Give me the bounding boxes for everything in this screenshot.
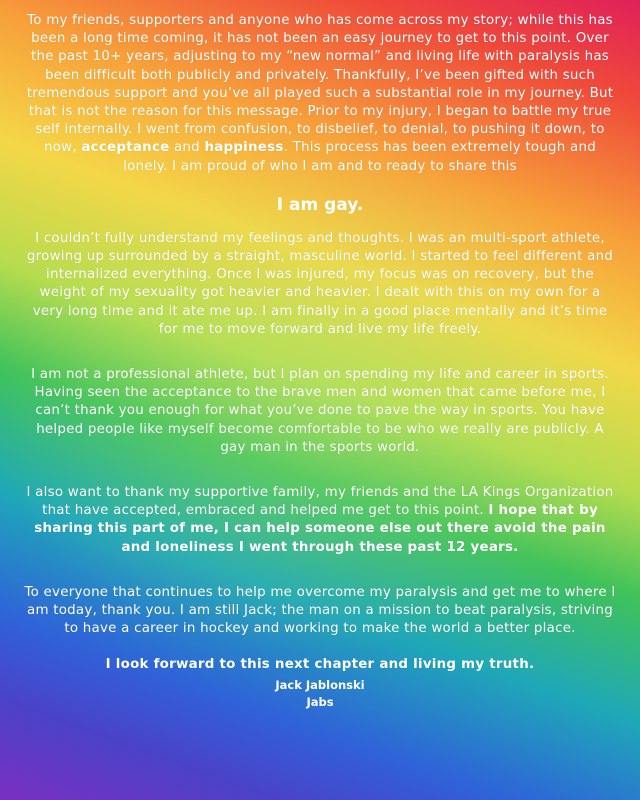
closing-line: I look forward to this next chapter and living my truth.	[105, 657, 535, 673]
paragraph-opening	[22, 12, 618, 176]
paragraph-feelings: I couldn’t fully understand my feelings and thoughts. I was an multi-sport athlete, growing up surrounded by a straight, masculine world. I started to feel different and internalized everything. Once I was injured, my focus was on recovery, but the weight of my sexuality got heavier and heavier. I dealt with this on my own for a very long time and it ate me up. I am finally in a good place mentally and it’s time for me to move forward and live my life freely.	[26, 230, 614, 337]
word-happiness: happiness	[204, 140, 284, 156]
opening-text-end: . This process has been extremely tough and lonely. I am proud of who I am and to ready to share this	[123, 140, 596, 174]
paragraph-sports: I am not a professional athlete, but I plan on spending my life and career in sports. Having seen the acceptance to the brave men and women that came before me, I can’t thank you enough for what you’ve done to pave the way in sports. You have helped people like myself become comfortable to be who we really are publicly. A gay man in the sports world.	[31, 367, 609, 455]
opening-text: To my friends, supporters and anyone who has come across my story; while this has been a long time coming, it has not been an easy journey to get to this point. Over the past 10+ years, adjusting to my “new normal” and living life with paralysis has been difficult both publicly and privately. Thankfully, I’ve been gifted with such tremendous support and you’ve all played such a substantial role in my journey. But that is not the reason for this message. Prior to my injury, I began to battle my true self internally. I went from confusion, to disbelief, to denial, to pushing it down, to now,	[26, 13, 614, 156]
word-acceptance: acceptance	[81, 140, 170, 156]
signature-name: Jack Jablonski	[275, 677, 365, 692]
thanks-bold-text: I hope that by sharing this part of me, I can help someone else out there avoid the pain and loneliness I went through these past 12 years.	[34, 503, 606, 555]
paragraph-thanks	[22, 484, 618, 557]
signature-nickname: Jabs	[306, 694, 334, 709]
thanks-text: I also want to thank my supportive family, my friends and the LA Kings Organization that have accepted, embraced and helped me get to this point.	[26, 485, 614, 519]
announcement-heading: I am gay.	[276, 194, 364, 215]
paragraph-gratitude: To everyone that continues to help me overcome my paralysis and get me to where I am today, thank you. I am still Jack; the man on a mission to beat paralysis, striving to have a career in hockey and working to make the world a better place.	[24, 584, 616, 637]
opening-and: and	[169, 140, 205, 156]
signature	[22, 677, 618, 711]
